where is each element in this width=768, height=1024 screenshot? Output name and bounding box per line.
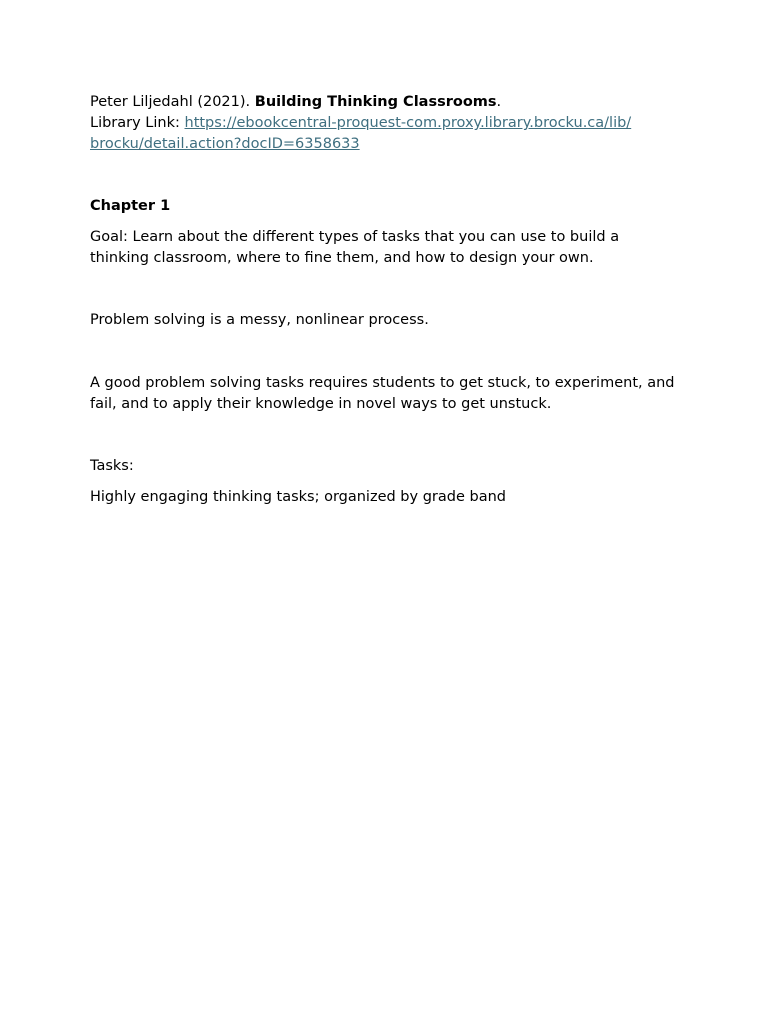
library-link-line	[90, 113, 680, 155]
citation-line	[90, 92, 680, 113]
problem-solving-tasks-paragraph: A good problem solving tasks requires students to get stuck, to experiment, and fail, and to apply their knowledge in novel ways to get unstuck.	[90, 375, 675, 412]
tasks-label: Tasks:	[90, 458, 134, 474]
book-title: Building Thinking Classrooms	[254, 94, 497, 110]
chapter-heading: Chapter 1	[90, 198, 171, 214]
problem-solving-paragraph: Problem solving is a messy, nonlinear process.	[90, 312, 429, 328]
library-link-url-line2: brocku/detail.action?docID=6358633	[90, 136, 360, 152]
citation-period: .	[496, 94, 502, 110]
library-link-url-line1: https://ebookcentral-proquest-com.proxy.library.brocku.ca/lib/	[184, 115, 632, 131]
document-page	[90, 90, 680, 508]
citation-author-year: Peter Liljedahl (2021).	[90, 94, 255, 110]
tasks-item: Highly engaging thinking tasks; organized by grade band	[90, 489, 506, 505]
library-link-label: Library Link:	[90, 115, 185, 131]
goal-paragraph: Goal: Learn about the different types of tasks that you can use to build a thinking classroom, where to fine them, and how to design your own.	[90, 229, 620, 266]
